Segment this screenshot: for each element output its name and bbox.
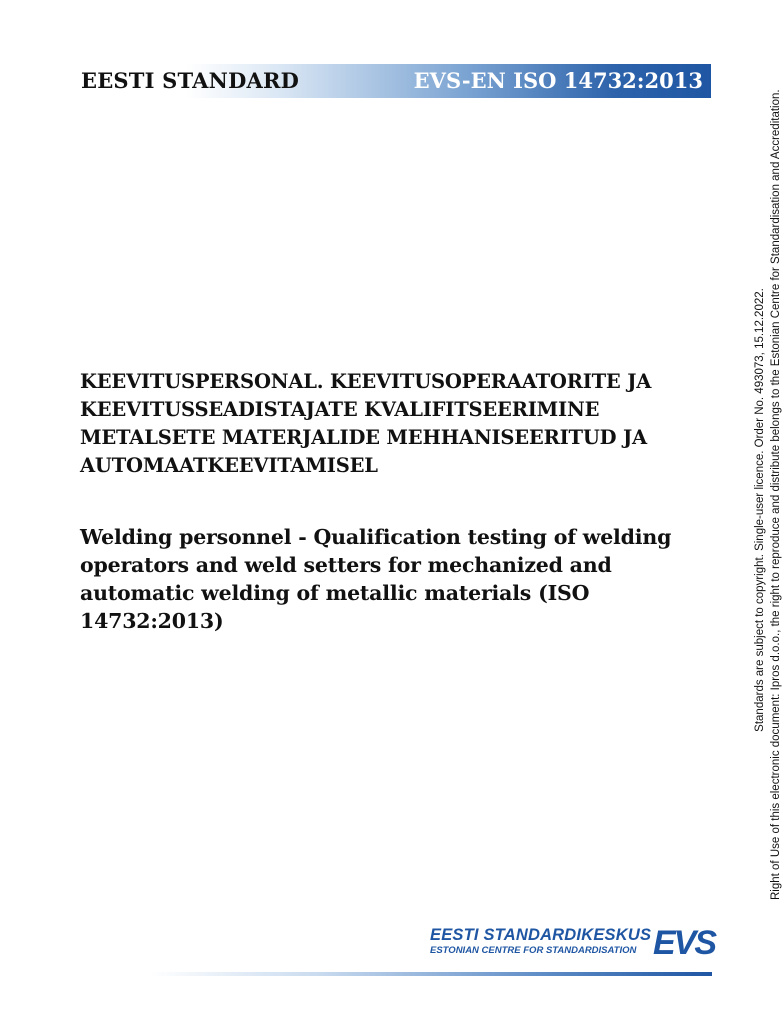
- evs-logo: [420, 922, 716, 962]
- copyright-notice: [752, 89, 784, 900]
- document-title-estonian: KEEVITUSPERSONAL. KEEVITUSOPERAATORITE JA KEEVITUSSEADISTAJATE KVALIFITSEERIMINE METALSETE MATERJALIDE MEHHANISEERITUD JA AUTOMAATKEEVITAMISEL: [80, 370, 652, 477]
- header-label: EESTI STANDARD: [81, 68, 300, 93]
- document-title-english: Welding personnel - Qualification testing of welding operators and weld setters for mechanized and automatic welding of metallic materials (ISO 14732:2013): [80, 525, 672, 633]
- logo-mark-text: EVS: [652, 924, 716, 962]
- copyright-line-2: Right of Use of this electronic document: Ipros d.o.o., the right to reproduce and distribute belongs to the Estonian Centre for Standardisation and Accreditation.: [770, 89, 782, 900]
- logo-subtitle: ESTONIAN CENTRE FOR STANDARDISATION: [430, 945, 637, 956]
- standard-code: EVS-EN ISO 14732:2013: [413, 68, 703, 93]
- evs-logo-mark-icon: [652, 923, 716, 962]
- logo-name: EESTI STANDARDIKESKUS: [430, 926, 652, 944]
- footer-rule: [150, 972, 712, 976]
- header-banner: [71, 64, 711, 98]
- copyright-line-1: Standards are subject to copyright. Single-user licence. Order No. 493073, 15.12.2022.: [754, 288, 766, 732]
